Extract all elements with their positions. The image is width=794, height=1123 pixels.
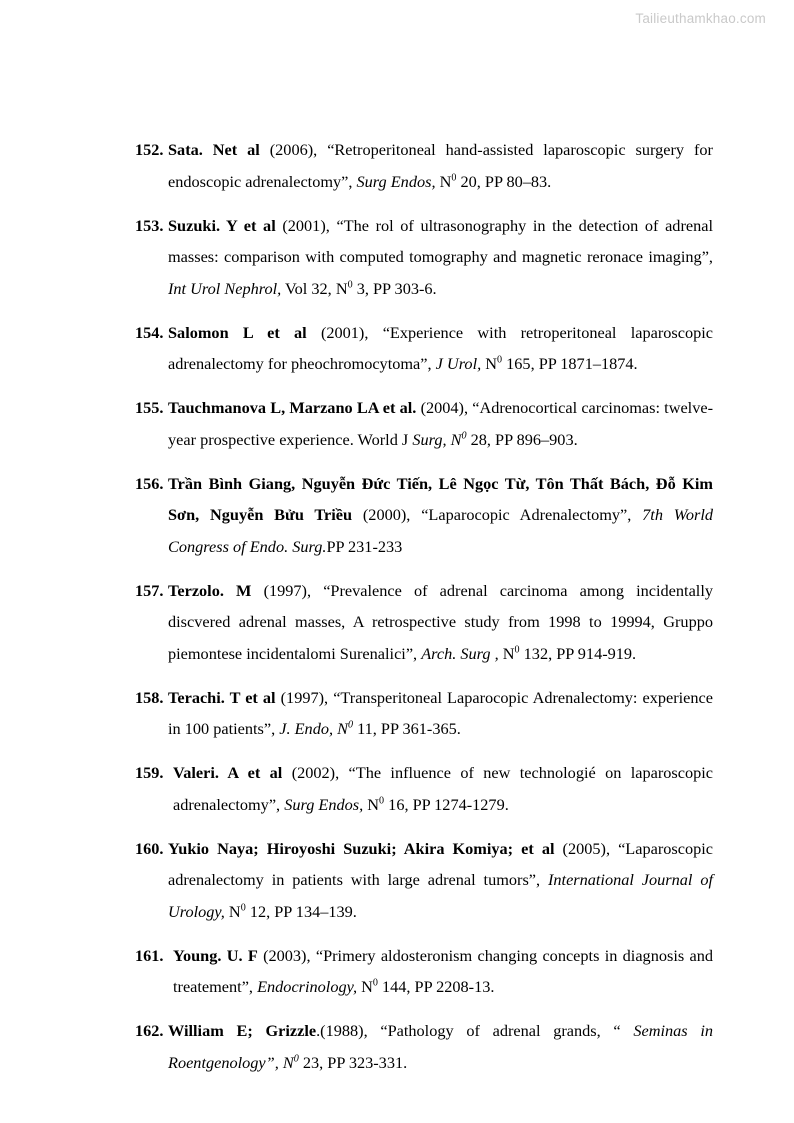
reference-entry — [135, 757, 713, 820]
reference-number: 154. — [135, 322, 164, 342]
reference-year: (2001), — [282, 215, 330, 235]
reference-entry — [135, 392, 713, 455]
reference-year: (1997), — [280, 687, 329, 707]
reference-year: (2005), — [562, 838, 611, 858]
reference-journal: Seminas in Roentgenology”, N — [168, 1021, 713, 1072]
reference-text — [168, 575, 713, 670]
reference-text — [168, 134, 713, 197]
reference-year: (2003), — [263, 945, 311, 965]
reference-details: 132, PP 914-919. — [523, 643, 637, 663]
reference-entry — [135, 833, 713, 928]
reference-number: 160. — [135, 838, 164, 858]
reference-title: “The rol of ultrasonography in the detection of adrenal masses: comparison with computed tomography and magnetic reronace imaging”, — [168, 215, 713, 266]
reference-authors: Young. U. F — [173, 945, 258, 965]
reference-journal: Endocrinology, — [257, 977, 358, 996]
reference-text — [168, 1015, 713, 1078]
reference-year: (2001), — [320, 322, 369, 342]
reference-superscript: 0 — [514, 644, 520, 656]
reference-details-prefix: N — [439, 171, 452, 191]
reference-authors: Salomon L et al — [168, 322, 307, 342]
reference-details-prefix: Vol 32, N — [285, 278, 348, 298]
reference-details: 12, PP 134–139. — [249, 901, 357, 921]
reference-title: “Experience with retroperitoneal laparoscopic adrenalectomy for pheochromocytoma”, — [168, 322, 713, 373]
reference-title: “Retroperitoneal hand-assisted laparoscopic surgery for endoscopic adrenalectomy”, — [168, 140, 713, 191]
reference-title: “Laparocopic Adrenalectomy”, — [421, 505, 632, 524]
reference-text — [173, 940, 713, 1003]
reference-details-prefix: N — [228, 901, 241, 921]
reference-details-prefix: N — [367, 794, 380, 814]
reference-authors: Tauchmanova L, Marzano LA et al. — [168, 398, 417, 417]
reference-journal: J Urol, — [435, 354, 482, 373]
reference-details-prefix: N — [485, 354, 498, 373]
reference-superscript: 0 — [497, 354, 503, 366]
watermark-text: Tailieuthamkhao.com — [635, 11, 766, 26]
reference-authors: Yukio Naya; Hiroyoshi Suzuki; Akira Komiya; et al — [168, 838, 555, 858]
reference-entry — [135, 575, 713, 670]
reference-title: “Transperitoneal Laparocopic Adrenalectomy: experience in 100 patients”, — [168, 687, 713, 738]
reference-details: 23, PP 323-331. — [302, 1052, 408, 1072]
reference-entry — [135, 1015, 713, 1078]
reference-year: (1997), — [263, 580, 312, 600]
reference-details: 144, PP 2208-13. — [381, 977, 495, 996]
reference-details: 28, PP 896–903. — [470, 429, 578, 449]
reference-superscript: 0 — [372, 977, 378, 989]
reference-number: 161. — [135, 945, 164, 965]
reference-title: “Pathology of adrenal grands, “ — [380, 1021, 621, 1040]
reference-text — [168, 833, 713, 928]
reference-details-prefix: N — [361, 977, 373, 996]
reference-journal-superscript: 0 — [347, 719, 354, 731]
reference-journal: Int Urol Nephrol, — [168, 278, 282, 298]
reference-details-prefix: PP 231-233 — [326, 536, 403, 556]
reference-text — [168, 210, 713, 305]
reference-title: “Laparoscopic adrenalectomy in patients with large adrenal tumors”, — [168, 838, 713, 889]
reference-details: 165, PP 1871–1874. — [506, 354, 638, 373]
reference-journal: Surg Endos, — [356, 171, 436, 191]
reference-title: “The influence of new technologié on laparoscopic adrenalectomy”, — [173, 763, 713, 814]
reference-year: (2006), — [269, 140, 318, 159]
reference-entry — [135, 468, 713, 563]
reference-entry — [135, 134, 713, 197]
reference-year: .(1988), — [316, 1021, 368, 1040]
reference-superscript: 0 — [240, 902, 246, 914]
reference-authors: Suzuki. Y et al — [168, 215, 276, 235]
reference-number: 158. — [135, 687, 164, 707]
reference-journal: 7th World Congress of Endo. Surg. — [168, 505, 713, 556]
reference-details-prefix: N — [502, 643, 515, 663]
reference-year: (2002), — [291, 763, 340, 782]
reference-text — [173, 757, 713, 820]
reference-entry — [135, 210, 713, 305]
reference-list — [135, 134, 713, 1091]
reference-number: 162. — [135, 1021, 164, 1040]
reference-authors: Trần Bình Giang, Nguyễn Đức Tiến, Lê Ngọc Từ, Tôn Thất Bách, Đỗ Kim Sơn, Nguyễn Bửu Triều — [168, 473, 713, 524]
reference-text — [168, 392, 713, 455]
reference-entry — [135, 317, 713, 380]
reference-title: “Prevalence of adrenal carcinoma among incidentally discvered adrenal masses, A retrospective study from 1998 to 19994, Gruppo piemontese incidentalomi Surenalici”, — [168, 580, 713, 663]
reference-journal-superscript: 0 — [293, 1053, 299, 1065]
reference-details: 3, PP 303-6. — [356, 278, 437, 298]
reference-details: 16, PP 1274-1279. — [388, 794, 509, 814]
reference-number: 153. — [135, 215, 164, 235]
reference-text — [168, 317, 713, 380]
reference-entry — [135, 940, 713, 1003]
reference-year: (2000), — [362, 505, 411, 524]
reference-title: “Primery aldosteronism changing concepts in diagnosis and treatement”, — [173, 945, 713, 996]
reference-entry — [135, 682, 713, 745]
reference-authors: Terachi. T et al — [168, 687, 276, 707]
reference-superscript: 0 — [347, 279, 353, 291]
reference-number: 159. — [135, 763, 164, 782]
reference-authors: Valeri. A et al — [173, 763, 283, 782]
reference-number: 152. — [135, 140, 164, 159]
reference-title: “Adrenocortical carcinomas: twelve-year prospective experience. World J — [168, 398, 713, 449]
reference-superscript: 0 — [451, 172, 457, 184]
reference-authors: William E; Grizzle — [168, 1021, 317, 1040]
reference-journal: Arch. Surg , — [421, 643, 499, 663]
reference-journal-superscript: 0 — [461, 430, 467, 442]
reference-number: 156. — [135, 473, 164, 493]
reference-journal: J. Endo, N — [279, 719, 348, 738]
reference-number: 155. — [135, 398, 164, 417]
reference-details: 20, PP 80–83. — [460, 171, 552, 191]
reference-authors: Terzolo. M — [168, 580, 252, 600]
reference-superscript: 0 — [379, 795, 385, 807]
reference-authors: Sata. Net al — [168, 140, 260, 159]
reference-number: 157. — [135, 580, 164, 600]
reference-details: 11, PP 361-365. — [357, 719, 461, 738]
reference-year: (2004), — [420, 398, 469, 417]
reference-journal: Surg, N — [412, 429, 462, 449]
reference-journal: International Journal of Urology, — [168, 870, 713, 921]
reference-text — [168, 682, 713, 745]
reference-text — [168, 468, 713, 563]
reference-journal: Surg Endos, — [284, 794, 364, 814]
